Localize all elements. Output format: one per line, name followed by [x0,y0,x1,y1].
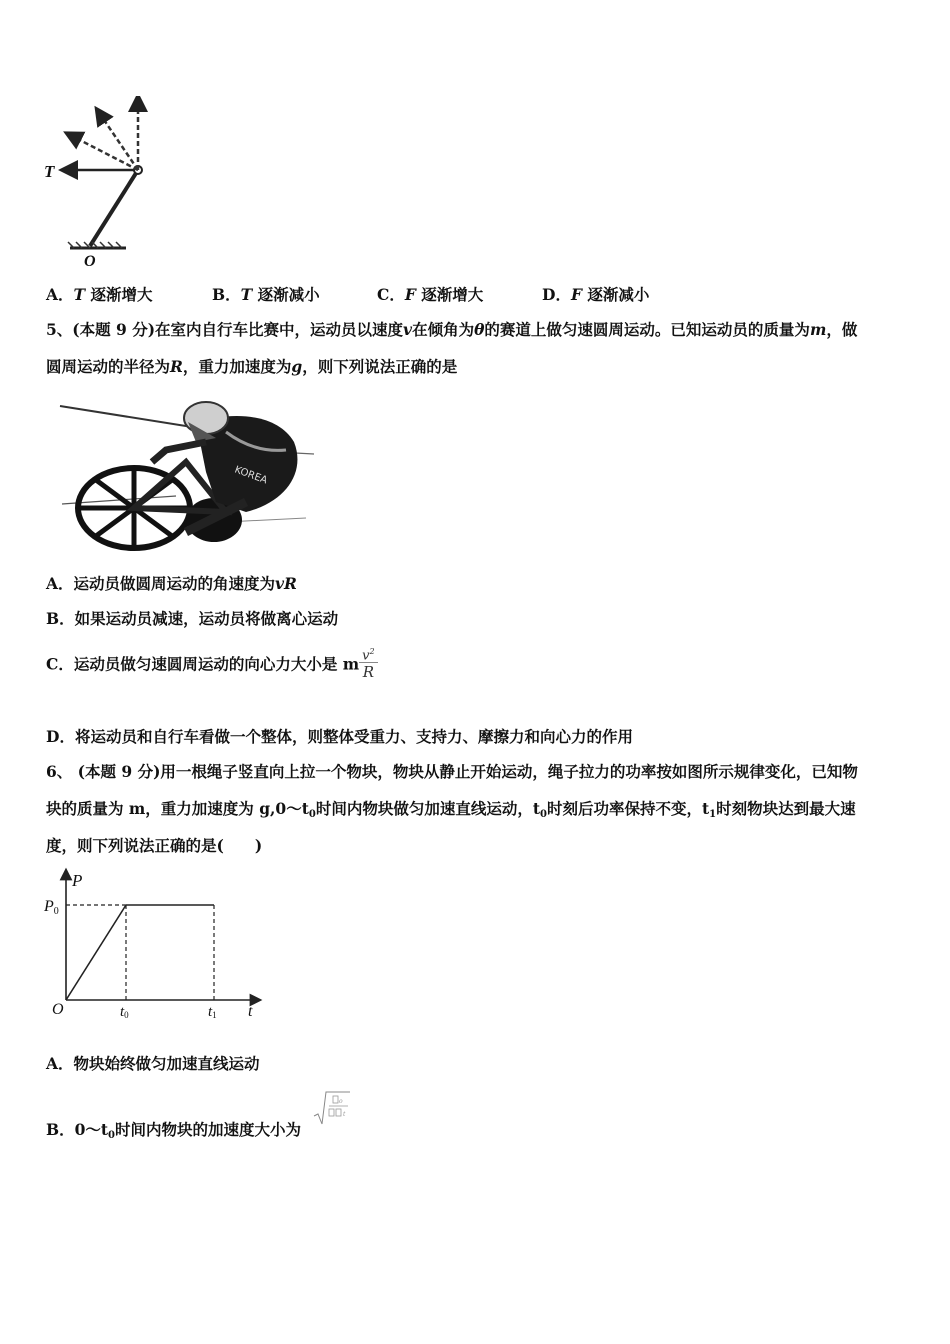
q6-stem-line1: 6、 (本题 9 分)用一根绳子竖直向上拉一个物块，物块从静止开始运动，绳子拉力的功率按如图所示规律变化，已知物 [46,762,858,781]
ramp-line [66,905,126,1000]
q6-option-b[interactable]: B．$0\sim t_0$时间内物块的加速度大小为 [46,1120,302,1141]
rod-line [90,170,138,246]
origin-label: O [52,1001,64,1018]
q5-option-c[interactable]: C．运动员做匀速圆周运动的向心力大小是 m $\frac{v^2}{R}$ [46,648,378,680]
x-axis-label: t [248,1003,253,1020]
q5-option-d[interactable]: D．将运动员和自行车看做一个整体，则整体受重力、支持力、摩擦力和向心力的作用 [46,727,633,746]
sqrt-formula-image [312,1090,352,1130]
q4-option-c[interactable]: C．F 逐渐增大 [377,285,484,304]
q6-option-a[interactable]: A．物块始终做匀加速直线运动 [46,1054,260,1073]
svg-text:t: t [343,1111,346,1118]
t0-label: t0 [120,1004,129,1020]
dashed-arrow-1 [72,136,138,170]
q4-option-a[interactable]: A．T 逐渐增大 [46,285,153,304]
q5-stem-line1: 5、(本题 9 分)在室内自行车比赛中，运动员以速度v在倾角为θ的赛道上做匀速圆周运动。已知运动员的质量为m，做 [46,320,858,339]
q4-option-b[interactable]: B．T 逐渐减小 [212,285,320,304]
q4-force-diagram [40,96,160,268]
label-o: O [84,253,96,268]
p0-label: P0 [44,898,59,917]
svg-text:KOREA: KOREA [232,464,269,487]
q5-option-a[interactable]: A．运动员做圆周运动的角速度为vR [46,574,297,593]
centripetal-force-fraction: $\frac{v^2}{R}$ [359,648,377,680]
label-t: T [44,162,55,181]
power-time-graph [40,866,270,1026]
q6-stem-line3: 度，则下列说法正确的是( ) [46,836,263,855]
q4-option-d[interactable]: D．F 逐渐减小 [542,285,650,304]
y-axis-label: P [72,871,83,890]
svg-text:o: o [339,1098,343,1105]
q6-stem-line2: 块的质量为 m，重力加速度为 $g,0\sim t_0$时间内物块做匀加速直线运动，$t_0$时刻后功率保持不变，$t_1$时刻物块达到最大速 [46,799,856,820]
cyclist-photo [56,392,318,552]
q5-stem-line2: 圆周运动的半径为R，重力加速度为g，则下列说法正确的是 [46,357,458,376]
q5-option-b[interactable]: B．如果运动员减速，运动员将做离心运动 [46,609,339,628]
t1-label: t1 [208,1004,217,1020]
